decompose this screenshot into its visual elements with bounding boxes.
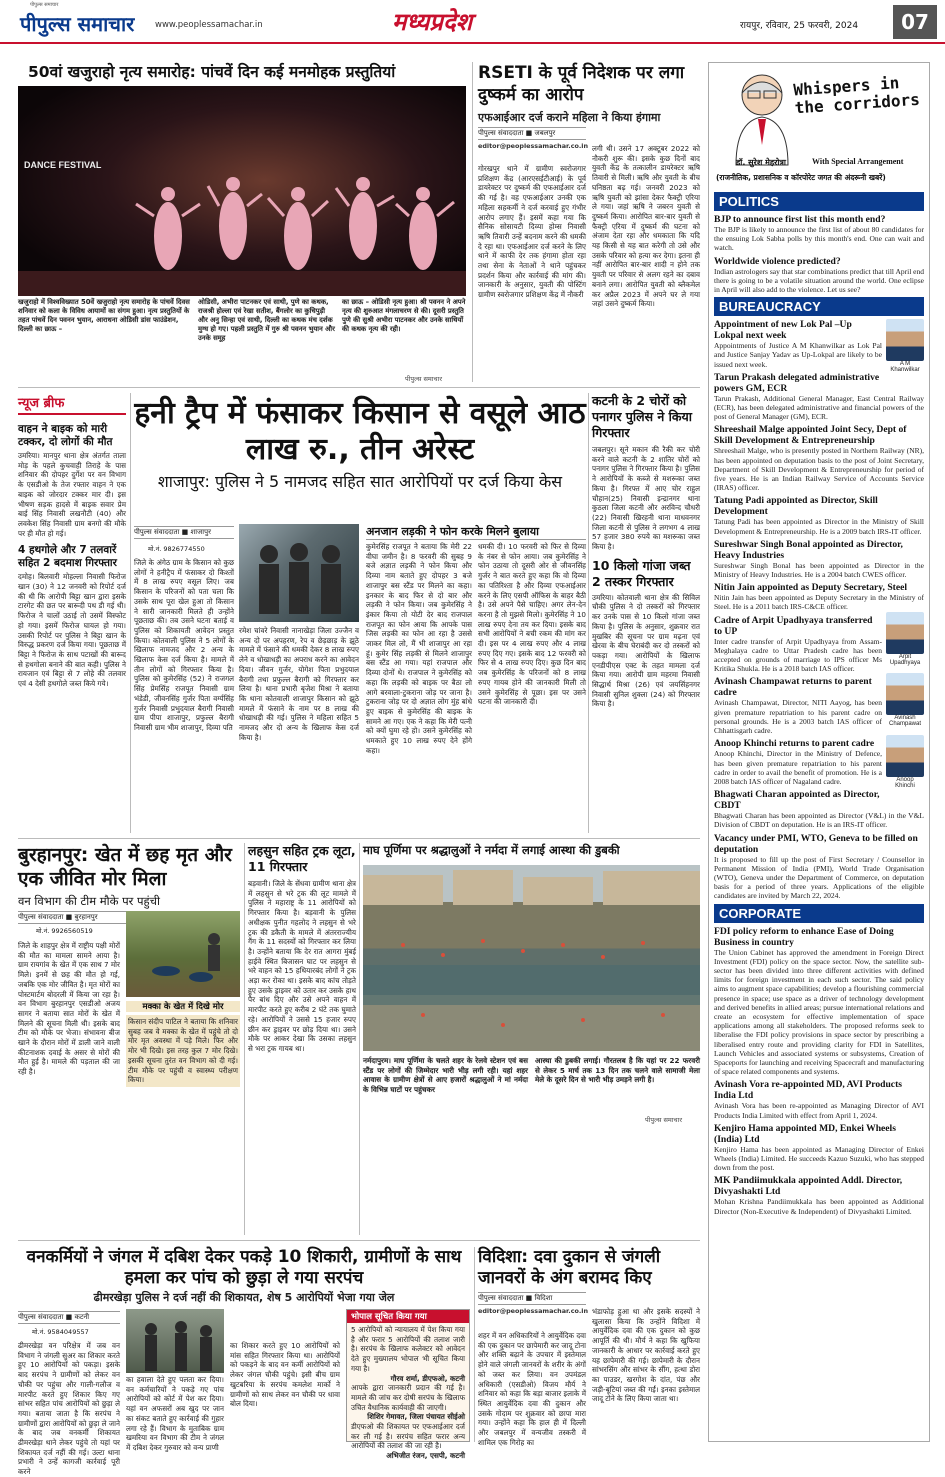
forest-photo (126, 1309, 224, 1373)
masthead (0, 0, 945, 44)
peacock-scene (126, 911, 240, 997)
officer-photo (886, 612, 924, 666)
corporate-list (714, 926, 924, 1216)
bureaucracy-item-title: Nitin Jain appointed as Deputy Secretary, Steel (714, 582, 908, 594)
rseti-story (478, 62, 700, 382)
corporate-item-body: The Union Cabinet has approved the amendment in Foreign Direct Investment (FDI) policy on the space sector. Now, the satellite sub-sector has been divided into three different activities with defined limits for foreign investment in each such sector. The said policy aims to augment space capabilities; develop a flourishing commercial presence in space; use space as a driver of technology development and derived benefits in allied areas; pursue international relations and create an ecosystem for effective implementation of space applications among all stakeholders. The proposed reforms seek to liberalise the FDI policy provisions in space sector by prescribing a liberalised entry route and providing clarity for FDI in Satellites, Launch Vehicles and associated systems or subsystems, Creation of Spaceports for launching and receiving Spacecraft and manufacturing of space related components and systems. (714, 947, 924, 1077)
dance-festival-label: DANCE FESTIVAL (24, 160, 102, 170)
bureaucracy-item-title: Shreeshail Malge appointed Joint Secy, Dept of Skill Development & Entrepreneurship (714, 424, 907, 447)
rule (18, 387, 700, 388)
officer-photo-name: Anoop Khinchi (895, 777, 915, 790)
columnist-cartoon (722, 65, 800, 165)
dance-photo (18, 86, 466, 296)
bureaucracy-item-title: Cadre of Arpit Upadhyaya transferred to UP (714, 614, 873, 637)
ganja-headline: 10 किलो गांजा जब्त 2 तस्कर गिरफ्तार (592, 557, 691, 589)
bureaucracy-item-title: Anoop Khinchi returns to parent cadre (714, 738, 875, 750)
khajuraho-headline: 50वां खजुराहो नृत्य समारोह: पांचवें दिन कई मनमोहक प्रस्तुतियां (28, 63, 396, 81)
politics-list (714, 214, 924, 294)
accused-photo (239, 524, 359, 622)
honeytrap-byline: पीपुल्स संवाददाता ■ शाजापुर (134, 526, 234, 539)
rule (474, 1247, 475, 1442)
truck-loot-body: बड़वानी। जिले के सेंधवा ग्रामीण थाना क्षेत्र में लहसुन से भरे ट्रक की लूट मामले में पुलिस ने महाराष्ट्र के 11 आरोपियों को गिरफ्तार किया है। बड़वानी के पुलिस अधीक्षक पुनीत गहलोद ने लहसुन से भरे ट्रक की डकैती के मामले में अंतरराज्यीय गैंग के 11 सदस्यों को गिरफ्तार कर लिया है। उन्होंने बताया कि देर रात आगरा मुंबई हाईवे स्थित बिजासन घाट पर लहसुन से भरे वाहन को 15 हथियारबंद लोगों ने ट्रक अड़ा कर रोका था। इसके बाद कांच तोड़ते हुए उसके ड्राइवर को उतार कर उसके हाथ पैर बांध दिए और उसे अपने वाहन में मारपीट करते हुए करीब 2 घंटे तक घुमाते रहे। आरोपियों ने उससे 15 हजार रुपए छीन कर ड्राइवर पर छोड़ दिया था। उसने मौके पर आकर देखा कि उसका लहसुन से भरा ट्रक गायब था। (248, 879, 356, 1053)
rseti-byline: पीपुल्स संवाददाता ■ जबलपुर (478, 127, 586, 140)
corporate-item-title: Avinash Vora re-appointed MD, AVI Products India Ltd (714, 1079, 902, 1102)
bureaucracy-item-body: Nitin Jain has been appointed as Deputy Secretary in the Ministry of Steel. He is a 2011 batch IRS-C&CE officer. (714, 593, 924, 612)
officer-photo (886, 319, 924, 373)
vidisha-byline: पीपुल्स संवाददाता ■ विदिशा (478, 1292, 586, 1305)
news-brief-label: न्यूज ब्रीफ (18, 393, 126, 415)
bureaucracy-item-title: Avinash Champawat returns to parent cadre (714, 676, 872, 699)
bureaucracy-list (714, 319, 924, 900)
corporate-item-body: Mohan Krishna Pandiimukkala has been appointed as Additional Director (Non-Executive & Independent) of Divyashakti Limited. (714, 1197, 924, 1216)
katni-story (592, 393, 700, 838)
bureaucracy-item-body: Appointments of Justice A M Khanwilkar as Lok Pal and Justice Sanjay Yadav as Up-Lokpal are likely to be issued next week. (714, 341, 882, 369)
bureaucracy-item-body: Anoop Khinchi, Director in the Ministry of Defence, has been given premature repatriation to his parent cadre in order to avail the benefit of promotion. He is a 2008 batch IAS officer of Nagaland cadre. (714, 749, 882, 786)
rseti-col-2: लगी थी। उसने 17 अक्टूबर 2022 को नौकरी शुरू की। इसके कुछ दिनों बाद युवती केंद्र के तत्कालीन डायरेक्टर ऋषि तिवारी से मिली। ऋषि और युवती के बीच घनिष्ठता बढ़ गई। जनवरी 2023 को ऋषि युवती को झांसा देकर फैक्ट्री एरिया ले गया। जहां ऋषि ने जबरन युवती से दुष्कर्म किया। आरोपित बार-बार युवती से फैक्ट्री एरिया में दुष्कर्म की घटना को अंजाम देता रहा और धमकाता कि यदि यह किसी से यह बात करेगी तो उसे और उसके परिवार को हत्या कर देगा। इतना ही नहीं आरोपित बार-बार शादी न होने तक युवती पर परिवार से अलग रहने का दबाव बनाने लगा। आरोपित युवती को ब्लैकमेल कर अप्रैल 2023 में अपने घर ले गया जहां उसने दुष्कर्म किया। (592, 144, 700, 309)
officer-photo-name: Arpit Upadhyaya (889, 653, 921, 666)
ganja-body: उमरिया। कोतवाली थाना क्षेत्र की सिविल चौकी पुलिस ने दो तस्करों को गिरफ्तार कर उनके पास से 10 किलो गांजा जब्त किया है। पुलिस के अनुसार, शुक्रवार रात मुखबिर की सूचना पर ग्राम मढ़ना एवं खेरवा के बीच घेराबंदी कर दो तस्करों को पकड़ा गया। आरोपियों के खिलाफ एनडीपीएस एक्ट के तहत मामला दर्ज किया गया। आरोपी ग्राम महरमा निवासी सिद्धार्थ मिश्रा (26) एवं जयसिंहनगर निवासी सुनिल शुक्ला (24) को गिरफ्तार किया है। (592, 592, 700, 709)
forest-col-1: ढीमरखेड़ा वन परिक्षेत्र में जब वन विभाग ने जंगली सुअर का शिकार करते हुए 10 आरोपियों को पकड़ा। इसके बाद सरपंच ने ग्रामीणों को लेकर वन चौकी पर पहुंचा और गाली-गलौज व मारपीट करते हुए शिकार किए गए सांभर सहित पांच आरोपियों को छुड़ा ले गया। बताया जाता है कि सरपंच ने ग्रामीणों द्वारा आरोपियों को छुड़ा ले जाने के बाद जब वनकर्मी शिकायत ढीमरखेड़ा थाने लेकर पहुंचे तो यहां पर शिकायत दर्ज नहीं की गई। उल्टा थाना प्रभारी ने उन्हें कागजी कार्रवाई पूरी करने (18, 1341, 120, 1477)
forest-box-quote: आपके द्वारा जानकारी प्रदान की गई है। मामले की जांच कर दोषी सरपंच के खिलाफ उचित वैधानिक कार्यवाही की जाएगी। (351, 1383, 465, 1412)
politics-item-title: Worldwide violence predicted? (714, 255, 841, 267)
forest-box-attrib: गौरव शर्मा, डीएफओ, कटनी (390, 1373, 465, 1383)
forest-box-attrib: अभिजीत रंजन, एसपी, कटनी (386, 1451, 465, 1461)
officer-photo-name: A M Khanwilkar (890, 361, 920, 374)
whispers-subtitle: (राजनीतिक, प्रशासनिक व कॉरपोरेट जगत की अंदरूनी खबरें) (716, 173, 886, 182)
brief-2-headline: 4 हथगोले और 7 तलवारें सहित 2 बदमाश गिरफ्तार (18, 544, 117, 570)
officer-photo (886, 673, 924, 727)
photo-credit: पीपुल्स समाचार (405, 375, 442, 383)
corporate-item-body: Kenjiro Hama has been appointed as Managing Director of Enkei Wheels (India) Limited. He succeeds Kazuo Suzuki, who has stepped down from the post. (714, 1144, 924, 1173)
forest-box (346, 1309, 470, 1461)
rseti-deck: एफआईआर दर्ज कराने महिला ने किया हंगामा (478, 111, 661, 124)
caption-col-3: का छाऊ – ओडिसी नृत्य हुआ। श्री पवनन ने अपने नृत्य की शुरुआत मंगलाचरण से की। दूसरी प्रस्तुति पुणे की सुश्री अभीरा पाटनकर और उनके साथियों की कथक नृत्य की रही। (342, 298, 466, 333)
honeytrap-col-3: कुमेरसिंह राजपूत ने बताया कि मेरी 22 वीघा जमीन है। 8 फरवरी की सुबह 9 बजे अज्ञात लड़की ने फोन किया और दिव्या नाम बताते हुए दोपहर 3 बजे शाजापुर बस स्टैंड पर मिलने का कहा। इनकार के बाद फिर से दो बार और लड़की ने फोन किया। जब कुमेरसिंह ने इंकार किया तो योटी देर बाद राजपाल राजपूत का फोन आया कि आपके पास जिस लड़की का फोन आ रहा है उससे जाकर मिल लो, मैं भी शाजापुर आ रहा हूं। कुमेर सिंह लड़की से मिलने शाजापुर बस स्टैंड आ गया। यहां राजपाल और दिव्या दोनों थे। राजपाल ने कुमेरसिंह को कहा कि लड़की को बाइक पर बैठा लो आगे बरवाला-टुकराना जोड़ पर जाना है। टुकराना जोड़ पर दो अज्ञात लोग मुंह बांधे हुए बाइक से कुमेरसिंह की बाइक के सामने आ गए। एक ने कहा कि मेरी पत्नी को क्यों घुमा रहे हो। उसने कुमेरसिंह को धमकाते हुए 10 लाख रुपए देने होंगे कहा। (366, 542, 472, 755)
vidisha-col-2: भंडाफोड़ हुआ था और इसके सदस्यों ने खुलासा किया कि उन्होंने विदिशा में आयुर्वेदिक दवा की एक दुकान को कुछ आपूर्ति की थी। मौर्य ने कहा कि खुफिया जानकारी के आधार पर कार्रवाई करते हुए यह छापेमारी की गई। छापेमारी के दौरान सांभरसिंग और सांभर के सींग, हत्था डोरा का पाउडर, खरगोश के दांत, पंछ और जड़ी-बूटियां जब्त की गईं। इनका इस्तेमाल जादू टोने के लिए किया जाता था। (592, 1307, 700, 1404)
officer-photo-name: Avinash Champawat (888, 715, 921, 728)
honeytrap-deck: शाजापुर: पुलिस ने 5 नामजद सहित सात आरोपियों पर दर्ज किया केस (157, 472, 563, 491)
bureaucracy-item-title: Tarun Prakash delegated administrative powers GM, ECR (714, 371, 880, 394)
burhanpur-body: जिले के शाहपुर क्षेत्र में राष्ट्रीय पक्षी मोरों की मौत का मामला सामने आया है। ग्राम रायगांव के खेत में एक साथ 7 मोर मिले। इनमें से छह की मौत हो गई, जबकि एक मोर जीवित है। मृत मोरों का पोस्टमार्टम बोदरली में किया जा रहा है। वन विभाग बुरहानपुर एसडीओ अजय सागर ने बताया सात मोरों के खेत में मिलने की सूचना मिली थी। इसके बाद टीम को मौके पर भेजा। संभावना बीज खाने के दौरान मोरों में डाली जाने वाली कीटनाशक दवाई के असर से मोरों की मौत हुई है। मामले की पड़ताल की जा रही है। (18, 941, 120, 1077)
rseti-headline: RSETI के पूर्व निदेशक पर लगा दुष्कर्म का आरोप (478, 63, 685, 105)
honeytrap-col-2: रमेश चांवरे निवासी नानाखेड़ा जिला उज्जैन व अन्य दो पर अपहरण, रेप व छेड़छाड़ के झूठे मामले में फंसाने की धमकी देकर 8 लाख रुपए लेने व धोखाधड़ी का अपराध करने का आवेदन दिया। जीवन गुर्जर, योगेश पिता प्रभुदयाल बैरागी तथा प्रफुल्ल बैरागी को गिरफ्तार कर लिया है। थाना प्रभारी बृजेश मिश्रा ने बताया कि थाना कोतवाली शाजापुर किसान को झूठे मामले में फंसाने के नाम पर 8 लाख की धोखाधड़ी की गई। पुलिस ने महिला सहित 5 नामजद और दो अन्य के खिलाफ केस दर्ज किया है। (239, 626, 359, 742)
politics-item-body: The BJP is likely to announce the first list of about 80 candidates for the ensuing Lok Sabha polls by this month's end. One can wait and watch. (714, 225, 924, 253)
vidisha-email[interactable]: editor@peoplessamachar.co.in (478, 1307, 589, 1315)
burhanpur-mobile: मो.नं. 9926560519 (36, 927, 93, 935)
ghat-crowd (363, 865, 700, 1051)
burhanpur-deck: वन विभाग की टीम मौके पर पहुंची (18, 894, 160, 908)
bureaucracy-item-body: Tarun Prakash, Additional General Manager, East Central Railway (ECR), has been delegated administrative and financial powers of the post of General Manager (GM), ECR. (714, 393, 924, 422)
magh-credit: पीपुल्स समाचार (645, 1116, 682, 1124)
columnist-name: डॉ. सुरेश मेहरोत्रा (736, 158, 786, 167)
corporate-item-title: Kenjiro Hama appointed MD, Enkei Wheels (India) Ltd (714, 1122, 896, 1145)
caption-col-2: ओडिसी, अभीरा पाटनकर एवं साथी, पुणे का कथक, राजश्री होल्ला एवं रेखा सतीश, बैंगलोर का कुचिपुड़ी और अनु सिन्हा एवं साथी, दिल्ली का कथक मंच दर्शक मुग्ध हो गए। पहली प्रस्तुति में गुरु श्री पवनन भुयान और उनके समूह (198, 298, 335, 342)
forest-story (18, 1247, 470, 1477)
forest-box-quote: डीएफओ की शिकायत पर एफआईआर दर्ज कर ली गई है। सरपंच सहित फरार अन्य आरोपियों की तलाश की जा रही है। (351, 1422, 465, 1451)
rule (244, 843, 245, 1235)
bureaucracy-item-body: Shreeshail Malge, who is presently posted in Northern Railway (NR), has been appointed on deputation basis to the post of Joint Secretary, Department of Skill Development & Entrepreneurship for period of five years. He is an Indian Railway Service of Accounts Service (IRAS) officer. (714, 446, 924, 493)
ghat-photo (363, 865, 700, 1051)
bureaucracy-item-body: Inter cadre transfer of Arpit Upadhyaya from Assam-Meghalaya cadre to Uttar Pradesh cadre has been accepted on grounds of marriage to IPS officer Ms Kritika Shukla. He is a 2018 batch IAS officer. (714, 636, 882, 674)
whispers-sidebar (708, 62, 930, 1442)
rule (18, 838, 700, 839)
forest-mobile: मो.नं. 9584049557 (32, 1328, 89, 1336)
arrangement: With Special Arrangement (812, 157, 904, 166)
peacock-caption: किसान संदीप पाटिल ने बताया कि शनिवार सुबह जब वे मक्का के खेत में पहुंचे तो दो मोर मृत अवस्था में पड़े मिले। फिर और मोर भी दिखे। इस तरह कुल 7 मोर दिखे। इसकी सूचना तुरंत वन विभाग को दी गई। टीम मौके पर पहुंची व स्वास्थ्य परीक्षण किया। (126, 1015, 240, 1087)
website-url[interactable]: www.peoplessamachar.in (155, 20, 263, 30)
rule (130, 393, 131, 833)
rseti-email[interactable]: editor@peoplessamachar.co.in (478, 142, 589, 150)
magh-story (363, 843, 700, 1235)
corporate-item-title: FDI policy reform to enhance Ease of Doing Business in country (714, 925, 894, 948)
corporate-item-title: MK Pandiimukkala appointed Addl. Director, Divyashakti Ltd (714, 1175, 903, 1198)
bureaucracy-item-body: Sureshwar Singh Bonal has been appointed as Director in the Ministry of Heavy Industries. He is a 2004 batch CWES officer. (714, 560, 924, 580)
khajuraho-story (18, 62, 466, 300)
bureaucracy-item-title: Appointment of new Lok Pal –Up Lokpal next week (714, 319, 852, 342)
magh-caption-1: नर्मदापुरम। माघ पूर्णिमा के चलते शहर के रेलवे स्टेशन एवं बस स्टैंड पर लोगों की जिम्मेदार भारी भीड़ लगी रही। यहां शहर आवास के ग्रामीण क्षेत्रों से आए हजारों श्रद्धालुओं ने मां नर्मदा के विभिन्न घाटों पर पहुंचकर (363, 1056, 528, 1095)
rule (472, 62, 473, 382)
forest-box-title: भोपाल सूचित किया गया (347, 1310, 469, 1323)
peacock-photo (126, 911, 240, 997)
news-brief (18, 393, 126, 833)
dancers-illustration (18, 86, 466, 296)
rule (359, 843, 360, 1235)
bureaucracy-item-title: Sureshwar Singh Bonal appointed as Director, Heavy Industries (714, 538, 903, 561)
truck-loot-headline: लहसुन सहित ट्रक लूटा, 11 गिरफ्तार (248, 843, 356, 874)
officer-photo (886, 735, 924, 789)
vidisha-story (478, 1247, 700, 1447)
newspaper-logo: पीपुल्स समाचार (20, 12, 135, 36)
forest-byline: पीपुल्स संवाददाता ■ कटनी (18, 1311, 120, 1324)
khajuraho-caption (18, 298, 466, 340)
rseti-col-1: गोरखपुर थाने में ग्रामीण स्वरोजगार प्रशिक्षण केंद्र (आरएसईटीआई) के पूर्व डायरेक्टर पर दुष्कर्म की एफआईआर दर्ज की गई है। वह एफआईआर उनकी एक महिला सहकर्मी ने दर्ज करवाई हुए गंभीर आरोप लगाए हैं। इसमें कहा गया कि सैनिक सोसायटी दिव्या होम्स निवासी ऋषि तिवारी उन्हें बदनाम करने की धमकी दे रहा था। एफआईआर दर्ज करने के लिए थाने में काफी देर तक हंगामा होता रहा तथा सेना के नेताओं ने थाने पहुंचकर प्रदर्शन किया और कार्रवाई की मांग की। जानकारी के अनुसार, युवती की पोस्टिंग ग्रामीण स्वरोजगार प्रशिक्षण केंद्र में नौकरी (478, 164, 586, 300)
forest-box-attrib: शिशिर गेमावत, जिला पंचायत सीईओ (367, 1412, 465, 1422)
rule (18, 1240, 700, 1241)
whispers-header (714, 63, 924, 189)
burhanpur-headline: बुरहानपुर: खेत में छह मृत और एक जीवित मोर मिला (18, 844, 232, 890)
honeytrap-headline: हनी ट्रैप में फंसाकर किसान से वसूले आठ लाख रु., तीन अरेस्ट (134, 396, 586, 467)
forest-box-quote: 5 आरोपियों को न्यायालय में पेश किया गया है और फरार 5 आरोपियों की तलाश जारी है। सरपंच के खिलाफ कलेक्टर को आवेदन देते हुए मुख्यालय भोपाल भी सूचित किया गया है। (351, 1325, 465, 1373)
bureaucracy-item-body: Avinash Champawat, Director, NITI Aayog, has been given premature repatriation to his parent cadre on personal grounds. He is a 2003 batch IAS officer of Chhattisgarh cadre. (714, 698, 882, 736)
bureaucracy-item-title: Tatung Padi appointed as Director, Skill Development (714, 495, 878, 518)
bureaucracy-item-title: Vacancy under PMI, WTO, Geneva to be filled on deputation (714, 832, 918, 855)
honeytrap-mobile: मो.नं. 9826774550 (148, 545, 205, 553)
magh-headline: माघ पूर्णिमा पर श्रद्धालुओं ने नर्मदा में लगाई आस्था की डुबकी (363, 843, 620, 857)
accused-figures (239, 524, 359, 622)
vidisha-col-1: शहर में वन अधिकारियों ने आयुर्वेदिक दवा की एक दुकान पर छापेमारी कर जादू टोना और शक्ति बढ़ाने के उपचार में इस्तेमाल होने वाले जंगली जानवरों के शरीर के अंगों को जब्त कर लिया। वन उपमंडल अधिकारी (एसडीओ) विजय मौर्य ने शनिवार को कहा कि बड़ा बाजार इलाके में स्थित आयुर्वेदिक दवा की दुकान और उसके गोदाम पर शुक्रवार को छापा मारा गया। उन्होंने कहा कि हाल ही में दिल्ली और जबलपुर में वन्यजीव तस्करी में शामिल एक गिरोह का (478, 1331, 586, 1447)
forest-headline: वनकर्मियों ने जंगल में दबिश देकर पकड़े 10 शिकारी, ग्रामीणों के साथ हमला कर पांच को छुड़ा ले गया सरपंच (26, 1247, 462, 1288)
forest-deck: ढीमरखेड़ा पुलिस ने दर्ज नहीं की शिकायत, शेष 5 आरोपियों भेजा गया जेल (93, 1291, 395, 1304)
honeytrap-subhead: अनजान लड़की ने फोन करके मिलने बुलाया (366, 524, 586, 540)
bureaucracy-label: BUREAUCRACY (714, 297, 924, 316)
page-number: 07 (893, 5, 937, 39)
burhanpur-story (18, 843, 240, 1235)
brief-1-headline: वाहन ने बाइक को मारी टक्कर, दो लोगों की मौत (18, 423, 113, 448)
truck-loot-story (248, 843, 356, 1233)
rule (588, 393, 589, 833)
bureaucracy-item-body: Bhagwati Charan has been appointed as Director (V&L) in the V&L Division of CBDT on deputation. He is an IRS-IT officer. (714, 811, 924, 830)
vidisha-headline: विदिशा: दवा दुकान से जंगली जानवरों के अंग बरामद किए (478, 1247, 661, 1288)
honeytrap-col-4: धमकी दी। 10 फरवरी को फिर से दिव्या के नंबर से फोन आया। जब कुमेरसिंह ने फोन उठाया तो दूसरी ओर से जीवनसिंह गुर्जर ने बात करते हुए कहा कि वो दिव्या का पतिरिश्ता है और दिव्या एफआईआर करने के लिए एसपी ऑफिस के बाहर बैठी है। उसे अपने पैसे चाहिए। अगर लेन-देन करना है तो मुझसे मिलो। कुमेरसिंह ने 10 लाख रुपए देना तय कर दिया। इसके बाद सभी आरोपियों ने बची रकम की मांग कर दी। इस पर 4 लाख रुपए और 4 लाख रुपए दिए गए। इसके बाद 12 फरवरी को फिर से 4 लाख रुपए दिए। कुछ दिन बाद जब कुमेरसिंह के परिजनों को 8 लाख रुपए गायब होने की जानकारी मिली तो उसने कुमेरसिंह से पूछा। इस पर उसने घटना की जानकारी दी। (478, 542, 586, 707)
bureaucracy-item-body: It is proposed to fill up the post of First Secretary / Counsellor in Permanent Mission of India (PMI), World Trade Organisation (WTO), Geneva under the Department of Commerce, on deputation basis for a period of three years. Applications of the eligible candidates are invited by March 22, 2024. (714, 854, 924, 901)
magh-caption-2: आस्था की डुबकी लगाई। गौरतलब है कि यहां पर 22 फरवरी से लेकर 5 मार्च तक 13 दिन तक चलने वाले सामाजी मेला मेले के दूसरे दिन से भारी भीड़ उमड़ने लगी है। (535, 1056, 700, 1085)
politics-item-body: Indian astrologers say that star combinations predict that till April end there is going to be a volatile situation around the world. One eclipse in April will also add to the violence. Let us see? (714, 266, 924, 295)
brief-2-body: दमोह। बिलवारी मोहल्ला निवासी फिरोज खान (30) ने 12 जनवरी को रिपोर्ट दर्ज की थी कि आरोपी बिट्टा खान द्वारा इसके टारगेट की छत पर बारूदी पथ डी गई थी। फिरोज ने चालों उठाई तो उसमें विस्फोट हो गया। इसमें फिरोज घायल हो गया। उसकी रिपोर्ट पर पुलिस ने बिट्टा खान के विरुद्ध प्रकरण दर्ज किया गया। पूछताछ में बिट्टा ने फिरोज के साथ पटाखों की बारूद से हथगोला बनाने की बात कही। पुलिस ने रायजान एवं बिट्टा से 7 लोहे की तलवार एवं 4 देसी हथगोले जब्त किये गये। (18, 572, 126, 689)
whispers-title: Whispers in the corridors (792, 73, 921, 118)
corporate-label: CORPORATE (714, 904, 924, 923)
brief-1-body: उमरिया। मानपुर थाना क्षेत्र अंतर्गत ताला मोड़ के पहले कुचवाही तिराहे के पास शनिवार की दोपहर दुर्गेश पर वन विभाग के एसडीओ के तेज रफ्तार वाहन ने एक बाइक को जोरदार टक्कर मार दी। इस भीषण सड़क हादसे में बाइक सवार प्रेम बाई सिंह निवासी लखनौटी (40) और लवकेश सिंह निवासी ग्राम बनगो की मौके पर ही मौत हो गई। (18, 451, 126, 538)
burhanpur-byline: पीपुल्स संवाददाता ■ बुरहानपुर (18, 911, 126, 924)
dateline: रायपुर, रविवार, 25 फरवरी, 2024 (740, 21, 859, 31)
forest-col-2: का हवाला देते हुए पलता कर दिया। वन कर्मचारियों ने पकड़े गए पांच आरोपियों को कोर्ट में पेश कर दिया। यहां वन अफसरों अब खुद पर जान का संकट बताते हुए कार्रवाई की गुहार लगा रहे हैं। विभाग के मुताबिक ग्राम खमरिया वन विभाग की टीम ने जंगल में दबिश देकर गुरुवार को वन्य प्राणी (126, 1375, 224, 1452)
forest-col-3: का शिकार करते हुए 10 आरोपियों को मांस सहित गिरफ्तार किया था। आरोपियों को पकड़ने के बाद वन कर्मी आरोपियों को लेकर जंगल चौकी पहुंचे। इसी बीच ग्राम खुटबरिया के सरपंच कमलेश मार्को ने ग्रामीणों को साथ लेकर वन चौकी पर धावा बोल दिया। (230, 1341, 340, 1409)
section-title: मध्यप्रदेश (392, 8, 473, 36)
honeytrap-col-1: जिले के अंगेठ ग्राम के किसान को कुछ लोगों ने हनीट्रैप में फंसाकर दो किश्तों में 8 लाख रुपए वसूल लिए। जब किसान के परिजनों को पता चला कि उसके साथ पूरा खेल हुआ तो किसान ने सारी जानकारी मिलते ही उन्होंने पूछताछ की। तब उसने घटना बताई व पुलिस को शिकायती आवेदन प्रस्तुत किया। कोतवाली पुलिस ने 5 लोगों के खिलाफ नामजद और 2 अन्य के खिलाफ केस दर्ज किया है। मामले में तीन लोगों को गिरफ्तार किया है। पुलिस को कुमेरसिंह (52) ने राजगल सिंह प्रेमसिंह राजपूत निवासी ग्राम भंडेडी, जीवनसिंह गुर्जर पिता वर्ग्यसिंह गुर्जर निवासी प्रभुदयाल बैरागी निवासी ग्राम पीपा शाजापुर, प्रफुल्ल बैरागी निवासी ग्राम भीम शाजापुर, दिव्या पति (134, 558, 234, 732)
politics-item-title: BJP to announce first list this month end? (714, 214, 886, 225)
katni-body: जबलपुर। सूने मकान की रैकी कर चोरी करने वाले कटनी के 2 शातिर चोरों को पनागर पुलिस ने गिरफ्तार किया है। पुलिस ने आरोपियों के कब्जे से मशरूका जब्त किया है। गिरफ्त में आए चोर राहुल चौहान(25) निवासी इन्द्रानगर थाना कुठला जिला कटनी और अरविन्द चौधरी (22) निवासी खिरहनी थाना माधवनगर जिला कटनी से पुलिस ने लगभग 4 लाख 57 हजार 380 रुपये का मशरूका जब्त किया है। (592, 445, 700, 552)
caption-col-1: खजुराहो में विश्वविख्यात 50वें खजुराहो नृत्य समारोह के पांचवें दिवस शनिवार को कला के विविध आयामों का संगम हुआ। नृत्य प्रस्तुतियों के तहत पांचवें दिन पवनन भुयान, आराधना ओडिसी डांस फाउंडेशन, दिल्ली का छाऊ – (18, 298, 190, 333)
katni-headline: कटनी के 2 चोरों को पनागर पुलिस ने किया गिरफ्तार (592, 393, 693, 440)
honeytrap-story (134, 396, 586, 836)
peacock-photo-label: मक्का के खेत में दिखे मोर (126, 1001, 240, 1012)
bureaucracy-item-title: Bhagwati Charan appointed as Director, CBDT (714, 789, 880, 812)
forest-figures (126, 1309, 224, 1373)
politics-label: POLITICS (714, 192, 924, 211)
bureaucracy-item-body: Tatung Padi has been appointed as Director in the Ministry of Skill Development & Entrepreneurship. He is a 2009 batch IRS-IT officer. (714, 517, 924, 536)
masthead-tagline: पीपुल्स समाचार (30, 2, 59, 8)
corporate-item-body: Avinash Vora has been re-appointed as Managing Director of AVI Products India Limited with effect from April 1, 2024. (714, 1101, 924, 1120)
